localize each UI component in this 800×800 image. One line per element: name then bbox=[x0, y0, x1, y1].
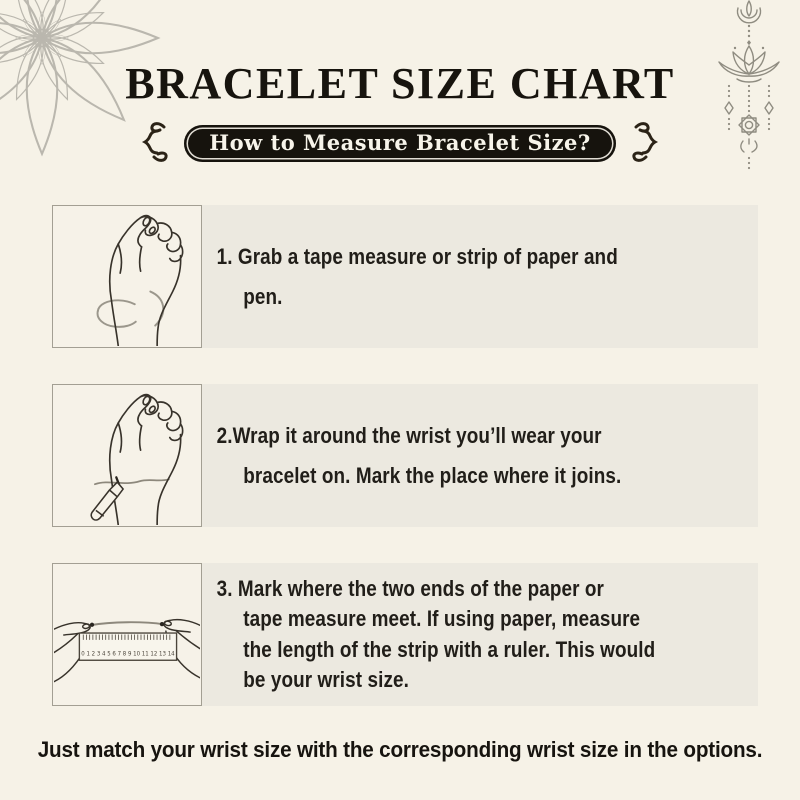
subtitle-badge-row bbox=[0, 119, 800, 167]
step2-illustration-box bbox=[52, 384, 202, 527]
step-line: be your wrist size. bbox=[243, 667, 409, 692]
step-line: bracelet on. Mark the place where it joins. bbox=[243, 462, 622, 488]
step-line: 3. Mark where the two ends of the paper or bbox=[216, 575, 604, 601]
steps-list bbox=[52, 205, 758, 706]
step-line: pen. bbox=[243, 283, 283, 309]
hands-with-ruler-illustration bbox=[54, 565, 200, 704]
footer-note: Just match your wrist size with the corresponding wrist size in the options. bbox=[37, 737, 763, 762]
step-line: 1. Grab a tape measure or strip of paper and bbox=[216, 243, 618, 269]
step3-illustration-box bbox=[52, 563, 202, 706]
flourish-right-icon bbox=[627, 119, 663, 167]
page-title: BRACELET SIZE CHART bbox=[125, 59, 675, 108]
step1-illustration-box bbox=[52, 205, 202, 348]
step-row-1 bbox=[52, 205, 758, 348]
step-line: 2.Wrap it around the wrist you’ll wear your bbox=[216, 422, 602, 448]
step-row-2 bbox=[52, 384, 758, 527]
step3-text bbox=[202, 563, 680, 706]
step-line: tape measure meet. If using paper, measure bbox=[243, 606, 641, 631]
step1-text bbox=[202, 205, 680, 348]
step-line: the length of the strip with a ruler. This would bbox=[243, 636, 656, 662]
ruler-numbers: 0 1 2 3 4 5 6 7 8 9 10 11 12 13 14 bbox=[81, 650, 175, 658]
flourish-left-icon bbox=[137, 119, 173, 167]
step2-text bbox=[202, 384, 680, 527]
how-to-measure-badge: How to Measure Bracelet Size? bbox=[184, 125, 615, 162]
fist-with-pen-marking-illustration bbox=[54, 386, 200, 525]
fist-with-tape-loop-illustration bbox=[54, 207, 200, 346]
step-row-3 bbox=[52, 563, 758, 706]
